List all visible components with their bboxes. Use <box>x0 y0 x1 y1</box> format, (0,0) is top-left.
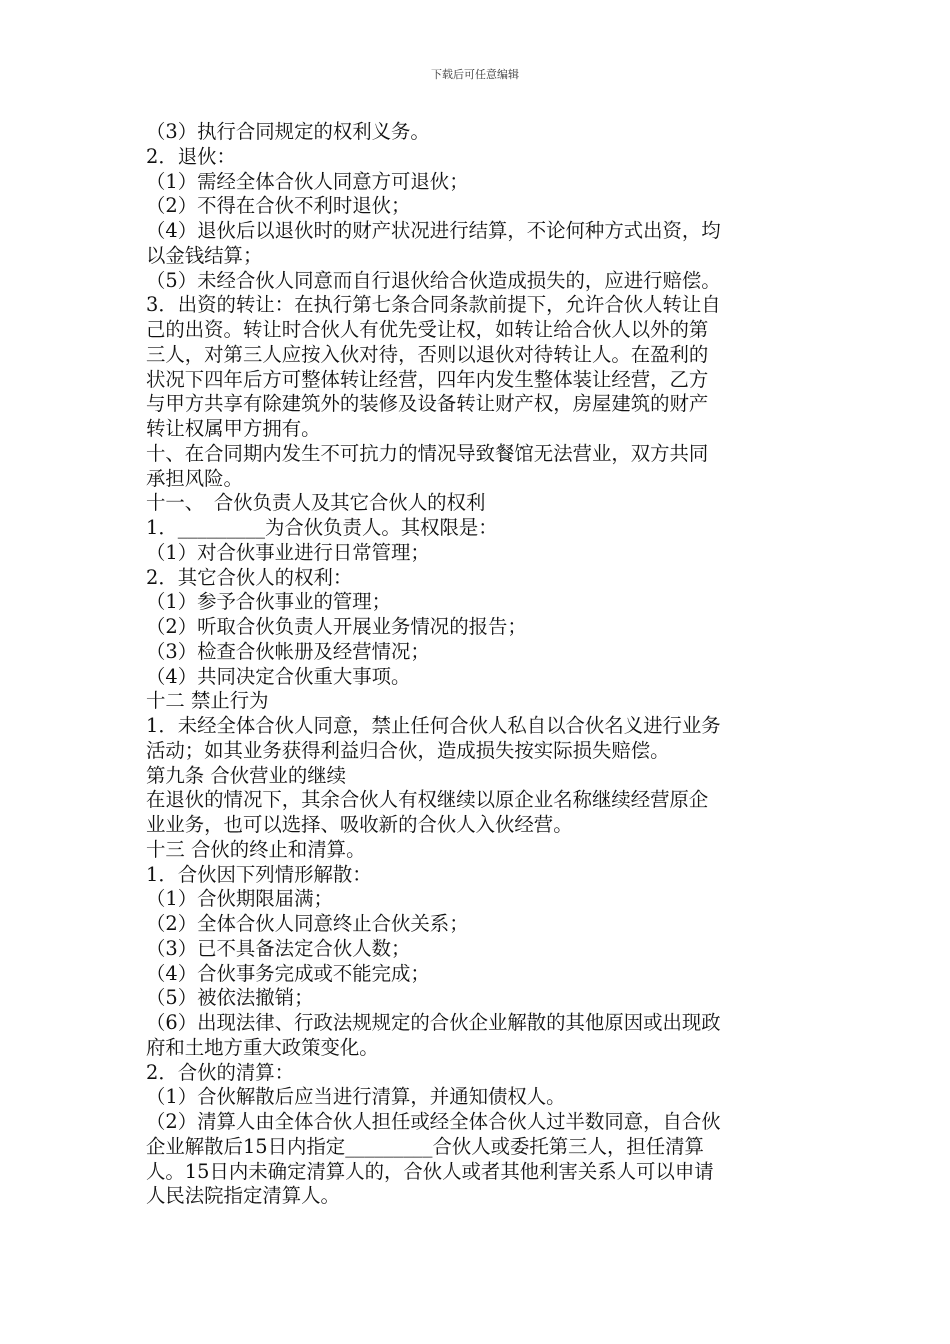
document-line: 承担风险。 <box>146 466 243 490</box>
document-line: 1．_________为合伙负责人。其权限是： <box>146 516 498 539</box>
document-line: （3）执行合同规定的权利义务。 <box>146 120 430 143</box>
section-heading: 十二 禁止行为 <box>146 689 269 713</box>
document-line: 人民法院指定清算人。 <box>146 1184 340 1208</box>
document-line: （5）被依法撤销； <box>146 986 314 1010</box>
document-line: 十、在合同期内发生不可抗力的情况导致餐馆无法营业，双方共同 <box>146 441 709 465</box>
section-heading: 十一、 合伙负责人及其它合伙人的权利 <box>146 491 486 515</box>
document-line: （6）出现法律、行政法规规定的合伙企业解散的其他原因或出现政 <box>146 1011 721 1034</box>
document-line: （1）合伙解散后应当进行清算，并通知债权人。 <box>146 1085 566 1109</box>
document-line: 转让权属甲方拥有。 <box>146 417 321 440</box>
document-line: 三人，对第三人应按入伙对待，否则以退伙对待转让人。在盈利的 <box>146 342 709 366</box>
document-line: （4）合伙事务完成或不能完成； <box>146 961 430 985</box>
document-line: 人。15日内未确定清算人的，合伙人或者其他利害关系人可以申请 <box>146 1159 714 1183</box>
document-line: （2）不得在合伙不利时退伙； <box>146 194 411 218</box>
document-line: （2）清算人由全体合伙人担任或经全体合伙人过半数同意，自合伙 <box>146 1110 721 1133</box>
document-line: 活动；如其业务获得利益归合伙，造成损失按实际损失赔偿。 <box>146 738 670 762</box>
document-line: （1）合伙期限届满； <box>146 887 333 911</box>
document-line: 企业解散后15日内指定_________合伙人或委托第三人，担任清算 <box>146 1134 704 1158</box>
document-body <box>146 120 816 1209</box>
document-line: 状况下四年后方可整体转让经营，四年内发生整体装让经营，乙方 <box>146 367 709 391</box>
section-heading: 十三 合伙的终止和清算。 <box>146 837 366 861</box>
document-line: 1．未经全体合伙人同意，禁止任何合伙人私自以合伙名义进行业务 <box>146 714 721 737</box>
document-line: （3）已不具备法定合伙人数； <box>146 936 411 960</box>
document-line: 2．合伙的清算： <box>146 1060 295 1084</box>
document-line: （5）未经合伙人同意而自行退伙给合伙造成损失的，应进行赔偿。 <box>146 268 721 292</box>
section-heading: 第九条 合伙营业的继续 <box>146 763 347 787</box>
document-line: 己的出资。转让时合伙人有优先受让权，如转让给合伙人以外的第 <box>146 318 709 341</box>
document-line: （1）需经全体合伙人同意方可退伙； <box>146 169 469 193</box>
document-line: （1）对合伙事业进行日常管理； <box>146 540 430 564</box>
document-line: （4）共同决定合伙重大事项。 <box>146 664 411 688</box>
document-line: 1．合伙因下列情形解散： <box>146 862 372 886</box>
document-line: （1）参予合伙事业的管理； <box>146 590 392 614</box>
document-line: 3．出资的转让：在执行第七条合同条款前提下，允许合伙人转让自 <box>146 293 721 317</box>
document-line: （4）退伙后以退伙时的财产状况进行结算，不论何种方式出资，均 <box>146 219 721 242</box>
page-header-note: 下载后可任意编辑 <box>431 68 519 81</box>
document-line: （2）全体合伙人同意终止合伙关系； <box>146 912 469 935</box>
document-line: 2．其它合伙人的权利： <box>146 565 353 589</box>
document-line: 以金钱结算； <box>146 243 263 267</box>
document-line: 在退伙的情况下，其余合伙人有权继续以原企业名称继续经营原企 <box>146 788 709 812</box>
document-line: （3）检查合伙帐册及经营情况； <box>146 639 430 663</box>
document-line: 2．退伙： <box>146 144 236 168</box>
document-line: （2）听取合伙负责人开展业务情况的报告； <box>146 615 527 638</box>
document-line: 业业务，也可以选择、吸收新的合伙人入伙经营。 <box>146 813 573 836</box>
document-line: 与甲方共享有除建筑外的装修及设备转让财产权，房屋建筑的财产 <box>146 392 709 416</box>
document-line: 府和土地方重大政策变化。 <box>146 1035 379 1059</box>
